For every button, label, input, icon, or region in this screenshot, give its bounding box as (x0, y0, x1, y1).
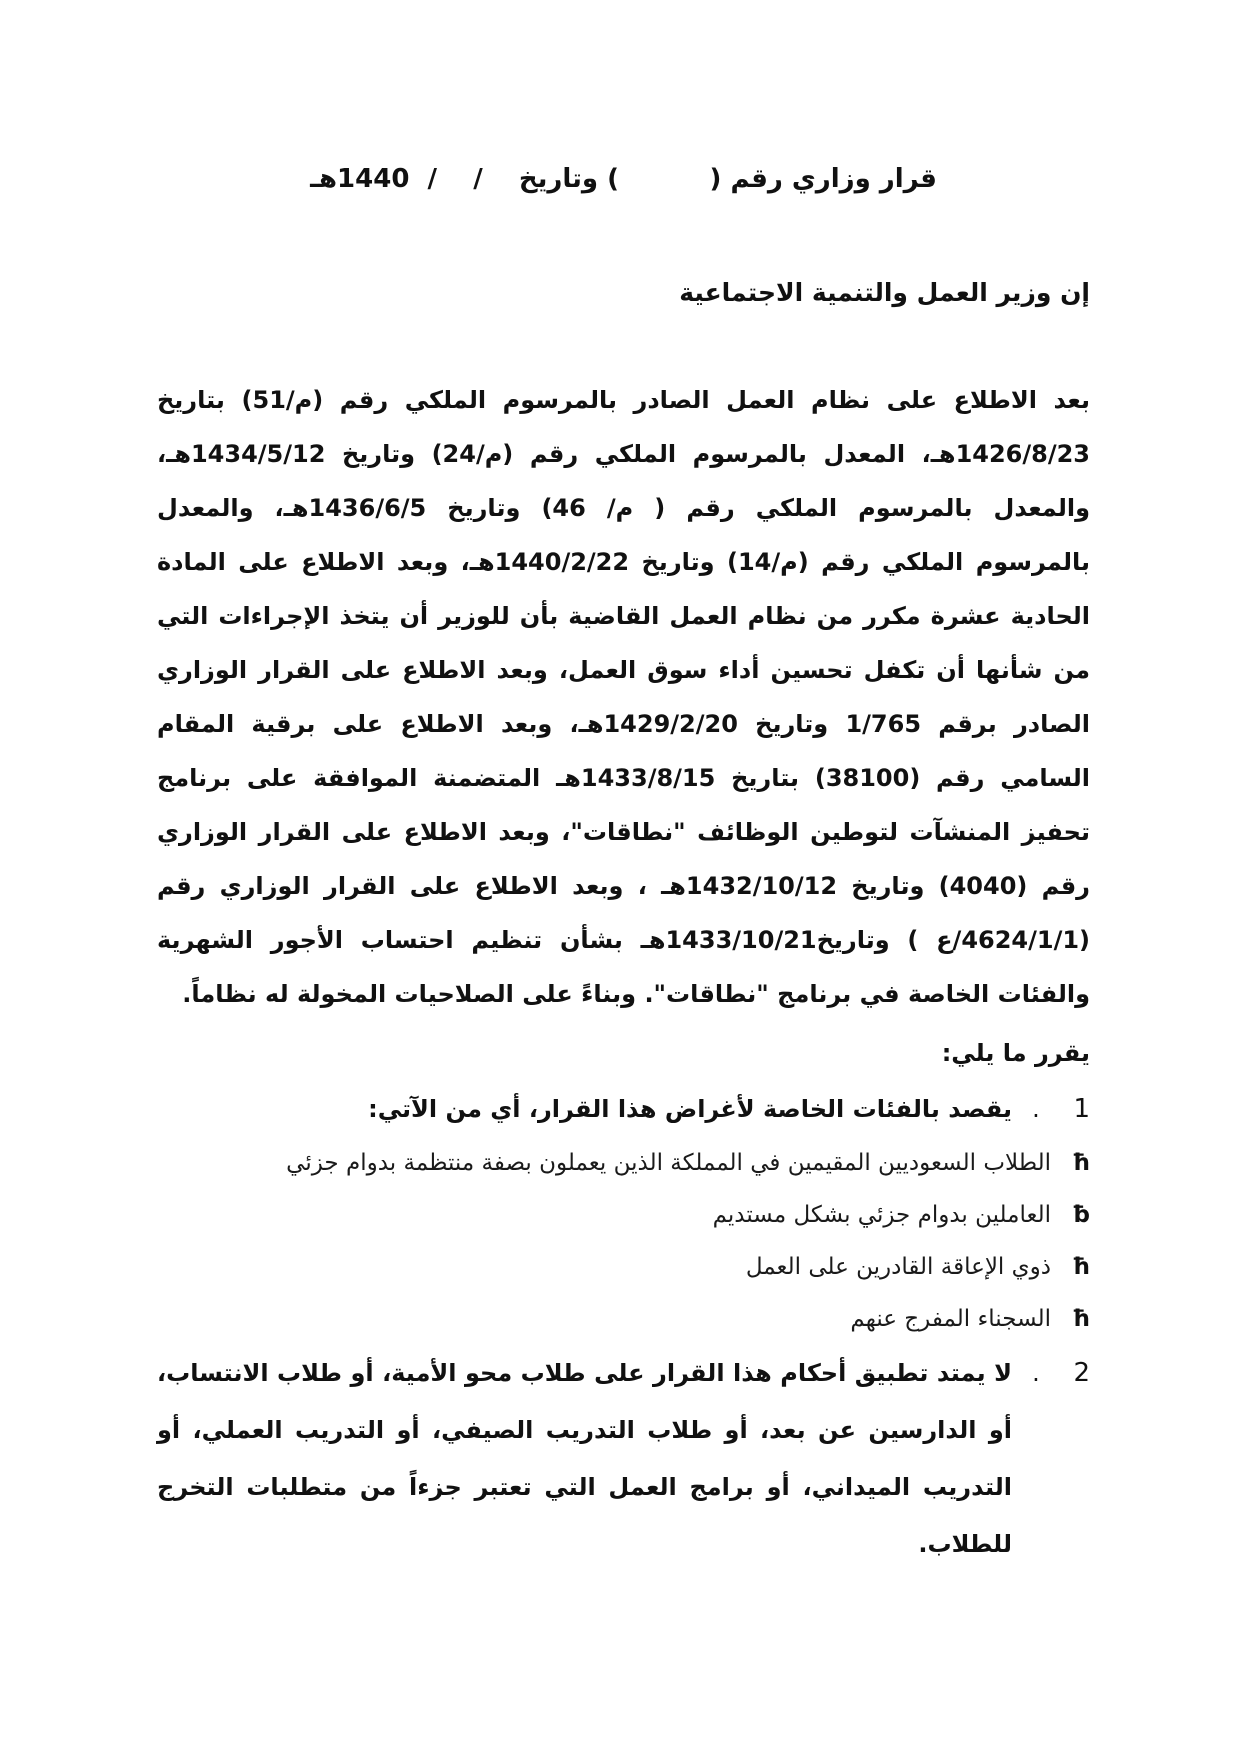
item-body (157, 1345, 1012, 1573)
subitem-text: السجناء المفرج عنهم (850, 1306, 1051, 1332)
document-title: قرار وزاري رقم ( ) وتاريخ / / 1440هـ (310, 164, 937, 194)
item-number: 1 (1073, 1094, 1090, 1124)
subitem-text: العاملين بدوام جزئي بشكل مستديم (712, 1202, 1051, 1228)
subitem-list (157, 1137, 1090, 1345)
item-text: لا يمتد تطبيق أحكام هذا القرار على طلاب محو الأمية، أو طلاب الانتساب، أو الدارسين عن بعد، أو طلاب التدريب الصيفي، أو التدريب العملي، أو التدريب الميداني، أو برامج العمل التي تعتبر جزءاً من متطلبات التخرج للطلاب. (157, 1359, 1012, 1558)
subitem-text: ذوي الإعاقة القادرين على العمل (745, 1254, 1051, 1280)
subitem (157, 1241, 1090, 1293)
decision-intro: يقرر ما يلي: (941, 1039, 1090, 1067)
decision-item-1 (157, 1089, 1090, 1129)
item-number: 2 (1073, 1358, 1090, 1388)
item-separator: . (1032, 1359, 1040, 1387)
item-text: يقصد بالفئات الخاصة لأغراض هذا القرار، أي من الآتي: (368, 1095, 1012, 1123)
bullet-icon: ħ (1071, 1150, 1090, 1176)
bullet-icon: ħ (1071, 1254, 1090, 1280)
subitem (157, 1293, 1090, 1345)
bullet-icon: ƀ (1073, 1202, 1090, 1228)
item-body (157, 1089, 1012, 1129)
item-separator: . (1032, 1095, 1040, 1123)
subitem (157, 1189, 1090, 1241)
preamble-paragraph: بعد الاطلاع على نظام العمل الصادر بالمرسوم الملكي رقم (م/51) بتاريخ 1426/8/23هـ، المعدل بالمرسوم الملكي رقم (م/24) وتاريخ 1434/5/12هـ، والمعدل بالمرسوم الملكي رقم ( م/ 46) وتاريخ 1436/6/5هـ، والمعدل بالمرسوم الملكي رقم (م/14) وتاريخ 1440/2/22هـ، وبعد الاطلاع على المادة الحادية عشرة مكرر من نظام العمل القاضية بأن للوزير أن يتخذ الإجراءات التي من شأنها أن تكفل تحسين أداء سوق العمل، وبعد الاطلاع على القرار الوزاري الصادر برقم 1/765 وتاريخ 1429/2/20هـ، وبعد الاطلاع على برقية المقام السامي رقم (38100) بتاريخ 1433/8/15هـ المتضمنة الموافقة على برنامج تحفيز المنشآت لتوطين الوظائف "نطاقات"، وبعد الاطلاع على القرار الوزاري رقم (4040) وتاريخ 1432/10/12هـ ، وبعد الاطلاع على القرار الوزاري رقم (4624/1/1/ع ) وتاريخ1433/10/21هـ بشأن تنظيم احتساب الأجور الشهرية والفئات الخاصة في برنامج "نطاقات". وبناءً على الصلاحيات المخولة له نظاماً. (157, 386, 1091, 1008)
addressee-line: إن وزير العمل والتنمية الاجتماعية (679, 278, 1090, 307)
bullet-icon: ħ (1071, 1306, 1090, 1332)
decision-item-2 (157, 1345, 1090, 1573)
subitem (157, 1137, 1090, 1189)
subitem-text: الطلاب السعوديين المقيمين في المملكة الذين يعملون بصفة منتظمة بدوام جزئي (286, 1150, 1051, 1176)
